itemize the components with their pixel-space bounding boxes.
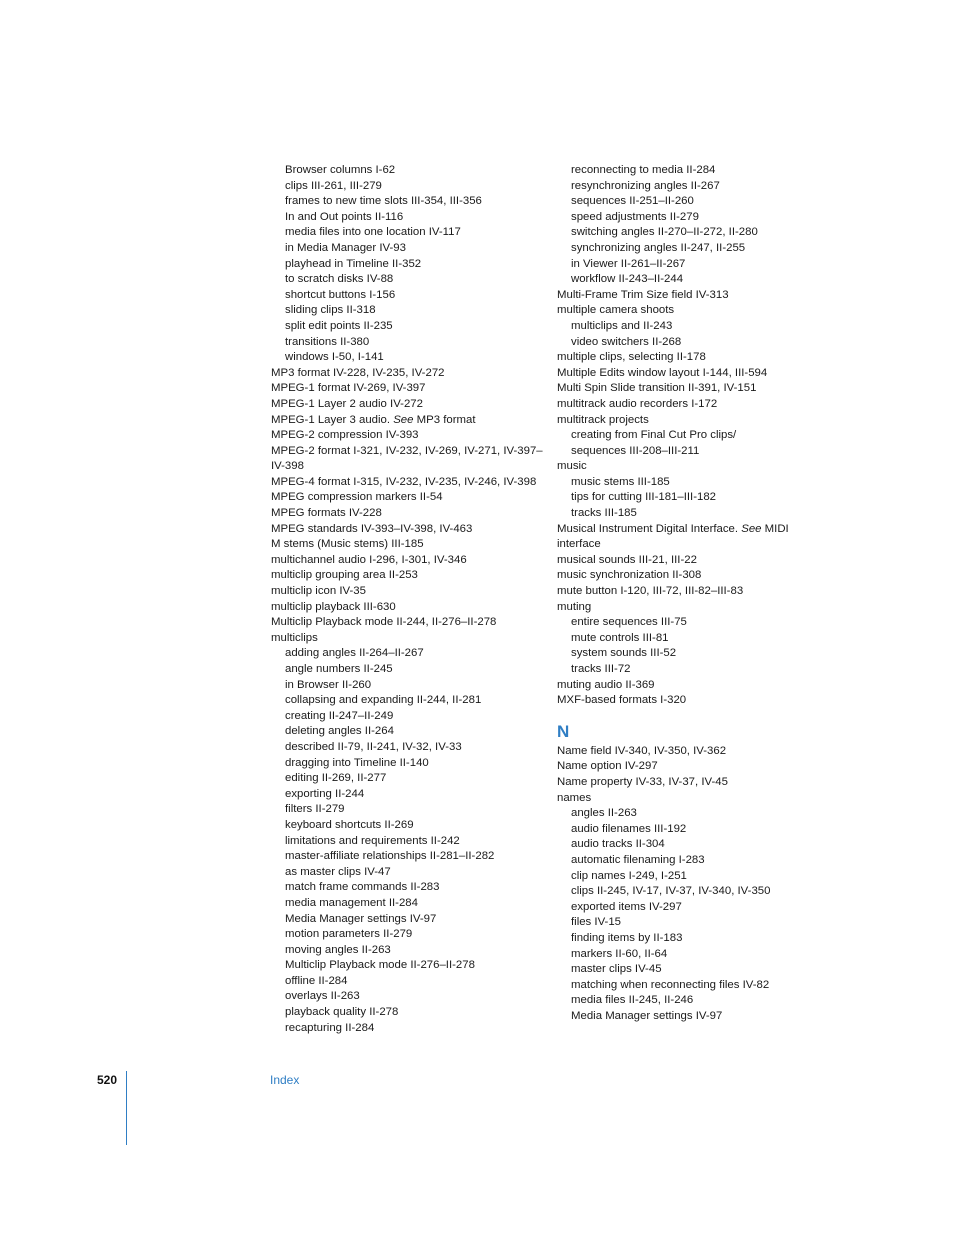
index-entry: names: [557, 791, 592, 804]
index-subentry: in Viewer II-261–II-267: [571, 257, 686, 270]
index-entry: MPEG compression markers II-54: [271, 491, 443, 504]
index-entry: multiclips: [271, 631, 318, 644]
index-entry: multichannel audio I-296, I-301, IV-346: [271, 553, 467, 566]
index-subentry: transitions II-380: [285, 335, 370, 348]
index-subentry: recapturing II-284: [285, 1021, 375, 1034]
index-subentry: clip names I-249, I-251: [571, 869, 687, 882]
index-entry: musical sounds III-21, III-22: [557, 553, 697, 566]
index-subentry: synchronizing angles II-247, II-255: [571, 241, 746, 254]
index-subentry: Media Manager settings IV-97: [285, 912, 437, 925]
index-entry: music: [557, 460, 587, 473]
index-subentry: Browser columns I-62: [285, 164, 396, 176]
index-subentry: clips III-261, III-279: [285, 179, 382, 192]
index-entry: Name property IV-33, IV-37, IV-45: [557, 775, 728, 788]
index-entry: multiclip playback III-630: [271, 600, 396, 613]
index-subentry: media management II-284: [285, 896, 418, 909]
index-subentry: exported items IV-297: [571, 900, 682, 913]
index-subentry: collapsing and expanding II-244, II-281: [285, 694, 482, 707]
index-subentry: media files II-245, II-246: [571, 994, 694, 1007]
index-subentry: match frame commands II-283: [285, 881, 440, 894]
index-entry: [557, 522, 797, 553]
index-subentry: in Browser II-260: [285, 678, 372, 691]
index-subentry: audio filenames III-192: [571, 822, 687, 835]
index-subentry: files IV-15: [571, 916, 622, 929]
index-entry: multiple camera shoots: [557, 304, 675, 317]
index-subentry: Multiclip Playback mode II-276–II-278: [285, 959, 475, 972]
index-subentry: creating II-247–II-249: [285, 709, 394, 722]
index-subentry: resynchronizing angles II-267: [571, 179, 720, 192]
index-entry: MPEG-2 compression IV-393: [271, 429, 419, 442]
index-subentry: switching angles II-270–II-272, II-280: [571, 226, 758, 239]
index-entry: muting audio II-369: [557, 678, 655, 691]
index-subentry: tracks III-185: [571, 507, 637, 520]
index-entry: MPEG-1 format IV-269, IV-397: [271, 382, 426, 395]
index-entry: muting: [557, 600, 592, 613]
index-subentry: adding angles II-264–II-267: [285, 647, 424, 660]
index-subentry: moving angles II-263: [285, 943, 391, 956]
index-entry: MPEG-4 format I-315, IV-232, IV-235, IV-246, IV-398: [271, 475, 537, 488]
index-entry: multiple clips, selecting II-178: [557, 351, 706, 364]
index-subentry: tips for cutting III-181–III-182: [571, 491, 716, 504]
index-subentry: to scratch disks IV-88: [285, 273, 394, 286]
index-entry: multiclip grouping area II-253: [271, 569, 418, 582]
index-subentry: matching when reconnecting files IV-82: [571, 978, 770, 991]
index-entry: Multi-Frame Trim Size field IV-313: [557, 288, 729, 301]
index-subentry: windows I-50, I-141: [285, 351, 384, 364]
index-entry: MPEG formats IV-228: [271, 507, 382, 520]
index-entry: MP3 format IV-228, IV-235, IV-272: [271, 366, 445, 379]
index-subentry: mute controls III-81: [571, 631, 669, 644]
index-subentry: master clips IV-45: [571, 963, 662, 976]
index-entry: [271, 413, 546, 429]
index-entry: MPEG-2 format I-321, IV-232, IV-269, IV-271, IV-397–IV-398: [271, 444, 543, 473]
index-subentry: keyboard shortcuts II-269: [285, 818, 414, 831]
see-reference: See: [741, 522, 762, 535]
see-reference: See: [393, 413, 414, 426]
see-target: MIDI interface: [557, 522, 789, 551]
index-entry: M stems (Music stems) III-185: [271, 538, 424, 551]
page-number: 520: [97, 1073, 118, 1087]
index-letter-heading: N: [557, 721, 570, 741]
index-subentry: motion parameters II-279: [285, 928, 413, 941]
index-subentry: entire sequences III-75: [571, 616, 687, 629]
index-subentry: angle numbers II-245: [285, 663, 393, 675]
index-entry: MPEG-1 Layer 2 audio IV-272: [271, 397, 423, 410]
index-entry: mute button I-120, III-72, III-82–III-83: [557, 585, 744, 598]
index-entry: Multi Spin Slide transition II-391, IV-151: [557, 382, 757, 395]
index-subentry: system sounds III-52: [571, 647, 677, 660]
index-subentry: angles II-263: [571, 807, 637, 820]
index-subentry: in Media Manager IV-93: [285, 241, 406, 254]
index-entry: music synchronization II-308: [557, 569, 702, 582]
index-subentry: frames to new time slots III-354, III-356: [285, 195, 482, 208]
index-subentry: creating from Final Cut Pro clips/: [571, 429, 737, 442]
index-subentry: playback quality II-278: [285, 1006, 399, 1019]
index-entry: MXF-based formats I-320: [557, 694, 687, 707]
index-subentry: music stems III-185: [571, 475, 670, 488]
index-subentry: overlays II-263: [285, 990, 360, 1003]
index-column-left: [271, 163, 546, 1036]
footer-section-label: Index: [270, 1073, 300, 1087]
index-subentry: exporting II-244: [285, 787, 365, 800]
index-subentry: deleting angles II-264: [285, 725, 394, 738]
index-subentry: speed adjustments II-279: [571, 210, 699, 223]
index-subentry: Media Manager settings IV-97: [571, 1009, 723, 1022]
footer-rule: [126, 1071, 127, 1145]
index-subentry: In and Out points II-116: [285, 210, 404, 223]
index-subentry: video switchers II-268: [571, 335, 682, 348]
index-subentry: finding items by II-183: [571, 931, 683, 944]
index-subentry: dragging into Timeline II-140: [285, 756, 429, 769]
index-subentry: audio tracks II-304: [571, 838, 665, 851]
index-subentry: reconnecting to media II-284: [571, 164, 716, 176]
index-subentry: workflow II-243–II-244: [571, 273, 684, 286]
index-subentry: as master clips IV-47: [285, 865, 391, 878]
index-entry: multitrack projects: [557, 413, 649, 426]
index-subentry: multiclips and II-243: [571, 319, 673, 332]
index-subentry: media files into one location IV-117: [285, 226, 461, 239]
index-entry: Multiclip Playback mode II-244, II-276–II-278: [271, 616, 497, 629]
index-subentry: markers II-60, II-64: [571, 947, 668, 960]
index-subentry: clips II-245, IV-17, IV-37, IV-340, IV-350: [571, 885, 771, 898]
index-subentry: sequences II-251–II-260: [571, 195, 694, 208]
index-subentry: shortcut buttons I-156: [285, 288, 396, 301]
index-entry: multitrack audio recorders I-172: [557, 397, 718, 410]
index-subentry: editing II-269, II-277: [285, 772, 387, 785]
index-subentry: split edit points II-235: [285, 319, 393, 332]
entry-text: Musical Instrument Digital Interface.: [557, 522, 739, 535]
index-entry: Multiple Edits window layout I-144, III-594: [557, 366, 768, 379]
index-subentry: master-affiliate relationships II-281–II-282: [285, 850, 495, 863]
index-subentry: described II-79, II-241, IV-32, IV-33: [285, 740, 462, 753]
index-entry: multiclip icon IV-35: [271, 585, 366, 598]
index-entry: MPEG standards IV-393–IV-398, IV-463: [271, 522, 473, 535]
index-subentry: limitations and requirements II-242: [285, 834, 460, 847]
index-subentry: tracks III-72: [571, 663, 631, 675]
index-subentry: sliding clips II-318: [285, 304, 376, 317]
index-subentry: automatic filenaming I-283: [571, 853, 705, 866]
index-subentry: sequences III-208–III-211: [571, 444, 700, 457]
index-entry: Name option IV-297: [557, 760, 658, 773]
index-subentry: filters II-279: [285, 803, 345, 816]
index-subentry: offline II-284: [285, 974, 348, 987]
index-subentry: playhead in Timeline II-352: [285, 257, 422, 270]
entry-text: MPEG-1 Layer 3 audio.: [271, 413, 391, 426]
see-target: MP3 format: [413, 413, 476, 426]
index-entry: Name field IV-340, IV-350, IV-362: [557, 744, 727, 757]
index-column-right: [557, 163, 797, 1024]
